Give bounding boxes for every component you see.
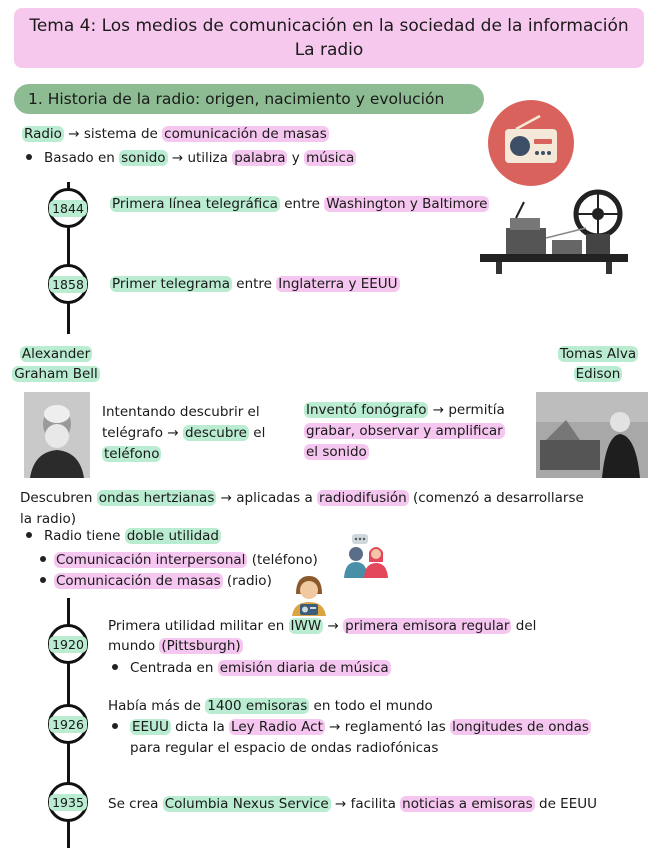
- hl: emisión diaria de música: [219, 660, 389, 676]
- hl: noticias a emisoras: [402, 796, 533, 812]
- text: (teléfono): [247, 552, 318, 568]
- title-line-1: Tema 4: Los medios de comunicación en la sociedad de la información: [29, 16, 629, 36]
- text: Basado en: [44, 150, 120, 166]
- text: (radio): [222, 573, 272, 589]
- bell-photo: [24, 392, 90, 478]
- hl: radiodifusión: [319, 490, 407, 506]
- text: (comenzó a desarrollarse: [408, 490, 584, 506]
- edison-text: [304, 400, 505, 463]
- radio-icon: [488, 100, 574, 186]
- hl: Washington y Baltimore: [326, 196, 488, 212]
- bullet: [26, 532, 32, 538]
- text: → permitía: [428, 402, 505, 418]
- hl: EEUU: [132, 719, 169, 735]
- utilidad-sub-1: [36, 552, 318, 568]
- hl: primera emisora regular: [345, 618, 510, 634]
- hl: Ley Radio Act: [231, 719, 323, 735]
- page-title: [14, 8, 644, 68]
- people-chat-icon: [342, 532, 390, 580]
- hl-radio: Radio: [24, 126, 62, 142]
- telegraph-machine-illustration: [476, 188, 632, 280]
- bullet: [40, 556, 46, 562]
- edison-name: [548, 344, 648, 384]
- text: Intentando descubrir el: [102, 404, 260, 420]
- year-label: 1935: [49, 794, 87, 811]
- year-label: 1926: [49, 716, 87, 733]
- text: Se crea: [108, 796, 163, 812]
- text: → aplicadas a: [216, 490, 318, 506]
- text: telégrafo →: [102, 425, 183, 441]
- text: el: [248, 425, 266, 441]
- utilidad-sub-2: [36, 573, 272, 589]
- bullet: [26, 154, 32, 160]
- hl: Columbia Nexus Service: [164, 796, 329, 812]
- hl: Comunicación de masas: [56, 573, 221, 589]
- text: del: [511, 618, 537, 634]
- hl: ondas hertzianas: [98, 490, 215, 506]
- text: Había más de: [108, 698, 206, 714]
- text: → reglamentó las: [324, 719, 451, 735]
- edison-name-2: Edison: [575, 366, 621, 382]
- hl: teléfono: [104, 446, 160, 462]
- hl-sonido: sonido: [121, 150, 166, 166]
- hl: (Pittsburgh): [161, 638, 241, 654]
- hl: descubre: [184, 425, 247, 441]
- section-heading: 1. Historia de la radio: origen, nacimiento y evolución: [14, 84, 484, 114]
- edison-photo: [536, 392, 648, 478]
- year-circle-1926: [48, 704, 88, 744]
- year-circle-1935: [48, 782, 88, 822]
- year-label: 1858: [49, 276, 87, 293]
- text: de EEUU: [534, 796, 597, 812]
- text: Centrada en: [130, 660, 218, 676]
- hl-com-masas: comunicación de masas: [164, 126, 327, 142]
- text: y: [287, 150, 305, 166]
- bullet: [112, 723, 118, 729]
- intro-line: [22, 126, 329, 142]
- hl: Inventó fonógrafo: [306, 402, 427, 418]
- year-circle-1844: [48, 188, 88, 228]
- bullet: [40, 577, 46, 583]
- text: en todo el mundo: [309, 698, 433, 714]
- event-1844: [110, 196, 489, 212]
- event-1858: [110, 276, 400, 292]
- hertz-paragraph: [20, 488, 640, 530]
- year-circle-1858: [48, 264, 88, 304]
- radio-listener-icon: [286, 572, 332, 616]
- bell-text: [102, 402, 265, 465]
- utilidad-line: [22, 528, 221, 544]
- hl-palabra: palabra: [234, 150, 286, 166]
- text: → facilita: [330, 796, 401, 812]
- year-label: 1844: [49, 200, 87, 217]
- hl: el sonido: [306, 444, 367, 460]
- year-label: 1920: [49, 636, 87, 653]
- text: → sistema de: [63, 126, 163, 142]
- hl: longitudes de ondas: [452, 719, 589, 735]
- hl: Primer telegrama: [112, 276, 230, 292]
- bell-name-1: Alexander: [21, 346, 91, 362]
- event-1935: [108, 796, 597, 812]
- hl: IWW: [290, 618, 322, 634]
- text: → utiliza: [167, 150, 233, 166]
- bell-name: [6, 344, 106, 384]
- text: Primera utilidad militar en: [108, 618, 289, 634]
- event-1926: [108, 696, 638, 759]
- text: dicta la: [170, 719, 230, 735]
- text: para regular el espacio de ondas radiofónicas: [130, 740, 439, 756]
- hl: 1400 emisoras: [207, 698, 308, 714]
- text: entre: [231, 276, 277, 292]
- text: →: [323, 618, 344, 634]
- hl: Comunicación interpersonal: [56, 552, 246, 568]
- text: Descubren: [20, 490, 97, 506]
- edison-name-1: Tomas Alva: [559, 346, 637, 362]
- bell-name-2: Graham Bell: [14, 366, 98, 382]
- text: mundo: [108, 638, 160, 654]
- hl: grabar, observar y amplificar: [306, 423, 503, 439]
- hl: Inglaterra y EEUU: [278, 276, 398, 292]
- hl: Primera línea telegráfica: [112, 196, 278, 212]
- year-circle-1920: [48, 624, 88, 664]
- bullet: [112, 664, 118, 670]
- text: Radio tiene: [44, 528, 125, 544]
- title-line-2: La radio: [294, 40, 364, 60]
- text: entre: [279, 196, 325, 212]
- intro-bullet: [22, 150, 356, 166]
- hl: doble utilidad: [126, 528, 219, 544]
- event-1920: [108, 616, 628, 678]
- text: la radio): [20, 511, 76, 527]
- hl-musica: música: [306, 150, 355, 166]
